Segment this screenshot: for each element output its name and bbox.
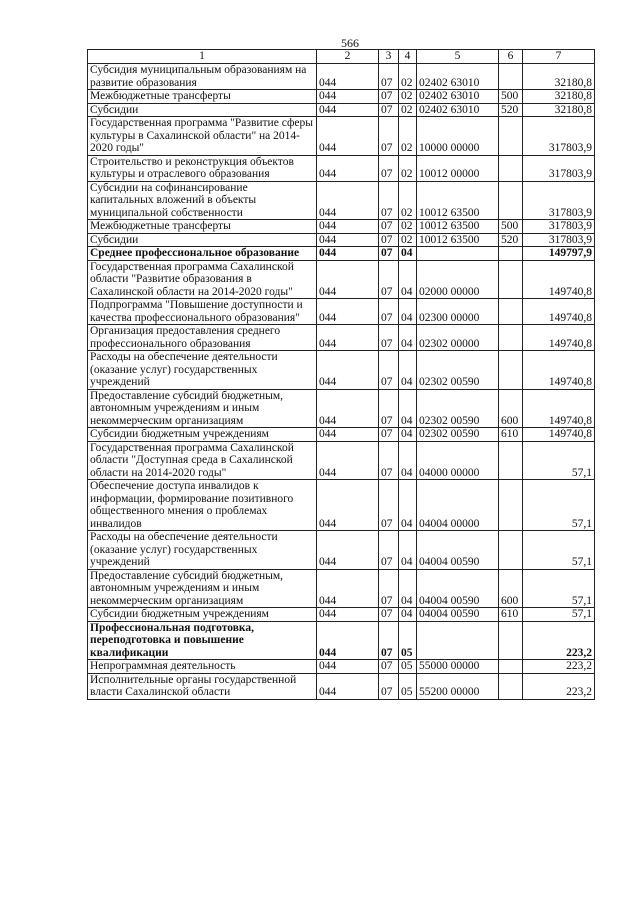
expense-type-cell: 610 xyxy=(499,428,523,442)
table-row xyxy=(88,428,595,442)
table-row xyxy=(88,90,595,104)
section-code-cell: 07 xyxy=(379,233,399,247)
table-row xyxy=(88,233,595,247)
ministry-code-cell: 044 xyxy=(317,155,379,181)
subsection-code-cell: 02 xyxy=(399,103,417,117)
amount-cell: 149740,8 xyxy=(523,428,595,442)
section-code-cell: 07 xyxy=(379,351,399,390)
expense-type-cell xyxy=(499,480,523,531)
amount-cell: 223,2 xyxy=(523,673,595,699)
target-article-cell: 04004 00590 xyxy=(417,531,499,570)
section-code-cell: 07 xyxy=(379,247,399,261)
target-article-cell: 02302 00590 xyxy=(417,428,499,442)
amount-cell: 317803,9 xyxy=(523,220,595,234)
target-article-cell: 02402 63010 xyxy=(417,90,499,104)
subsection-code-cell: 04 xyxy=(399,389,417,428)
amount-cell: 149740,8 xyxy=(523,299,595,325)
row-name-cell: Государственная программа "Развитие сферы культуры в Сахалинской области" на 2014-2020 годы" xyxy=(88,117,317,156)
ministry-code-cell: 044 xyxy=(317,220,379,234)
amount-cell: 149740,8 xyxy=(523,260,595,299)
target-article-cell: 04004 00000 xyxy=(417,480,499,531)
target-article-cell: 02302 00590 xyxy=(417,389,499,428)
subsection-code-cell: 04 xyxy=(399,441,417,480)
ministry-code-cell: 044 xyxy=(317,260,379,299)
subsection-code-cell: 04 xyxy=(399,299,417,325)
row-name-cell: Профессиональная подготовка, переподготовка и повышение квалификации xyxy=(88,621,317,660)
amount-cell: 32180,8 xyxy=(523,64,595,90)
subsection-code-cell: 04 xyxy=(399,531,417,570)
section-code-cell: 07 xyxy=(379,569,399,608)
header-cell: 6 xyxy=(499,50,523,64)
target-article-cell: 10012 63500 xyxy=(417,233,499,247)
subsection-code-cell: 04 xyxy=(399,569,417,608)
section-code-cell: 07 xyxy=(379,673,399,699)
row-name-cell: Субсидии xyxy=(88,233,317,247)
section-code-cell: 07 xyxy=(379,325,399,351)
target-article-cell: 02402 63010 xyxy=(417,103,499,117)
section-code-cell: 07 xyxy=(379,389,399,428)
amount-cell: 317803,9 xyxy=(523,117,595,156)
target-article-cell: 04004 00590 xyxy=(417,569,499,608)
row-name-cell: Субсидия муниципальным образованиям на развитие образования xyxy=(88,64,317,90)
target-article-cell: 10012 00000 xyxy=(417,155,499,181)
amount-cell: 149740,8 xyxy=(523,351,595,390)
table-row xyxy=(88,325,595,351)
ministry-code-cell: 044 xyxy=(317,181,379,220)
table-row xyxy=(88,569,595,608)
amount-cell: 32180,8 xyxy=(523,103,595,117)
table-row xyxy=(88,181,595,220)
row-name-cell: Государственная программа Сахалинской области "Развитие образования в Сахалинской области на 2014-2020 годы" xyxy=(88,260,317,299)
row-name-cell: Субсидии на софинансирование капитальных вложений в объекты муниципальной собственности xyxy=(88,181,317,220)
target-article-cell: 02300 00000 xyxy=(417,299,499,325)
target-article-cell: 10012 63500 xyxy=(417,220,499,234)
table-row xyxy=(88,621,595,660)
ministry-code-cell: 044 xyxy=(317,351,379,390)
expense-type-cell xyxy=(499,325,523,351)
section-code-cell: 07 xyxy=(379,220,399,234)
section-code-cell: 07 xyxy=(379,621,399,660)
section-code-cell: 07 xyxy=(379,299,399,325)
expense-type-cell: 600 xyxy=(499,569,523,608)
header-cell: 4 xyxy=(399,50,417,64)
expense-type-cell: 520 xyxy=(499,103,523,117)
target-article-cell xyxy=(417,621,499,660)
amount-cell: 57,1 xyxy=(523,480,595,531)
row-name-cell: Предоставление субсидий бюджетным, автономным учреждениям и иным некоммерческим организациям xyxy=(88,389,317,428)
header-cell: 2 xyxy=(317,50,379,64)
ministry-code-cell: 044 xyxy=(317,673,379,699)
ministry-code-cell: 044 xyxy=(317,480,379,531)
expense-type-cell xyxy=(499,117,523,156)
row-name-cell: Расходы на обеспечение деятельности (оказание услуг) государственных учреждений xyxy=(88,531,317,570)
table-row xyxy=(88,389,595,428)
table-row xyxy=(88,480,595,531)
amount-cell: 57,1 xyxy=(523,608,595,622)
ministry-code-cell: 044 xyxy=(317,569,379,608)
expense-type-cell: 500 xyxy=(499,90,523,104)
table-row xyxy=(88,64,595,90)
table-row xyxy=(88,247,595,261)
target-article-cell: 02000 00000 xyxy=(417,260,499,299)
row-name-cell: Исполнительные органы государственной власти Сахалинской области xyxy=(88,673,317,699)
ministry-code-cell: 044 xyxy=(317,621,379,660)
amount-cell: 317803,9 xyxy=(523,181,595,220)
target-article-cell: 55000 00000 xyxy=(417,660,499,674)
ministry-code-cell: 044 xyxy=(317,233,379,247)
expense-type-cell xyxy=(499,673,523,699)
ministry-code-cell: 044 xyxy=(317,247,379,261)
subsection-code-cell: 04 xyxy=(399,325,417,351)
section-code-cell: 07 xyxy=(379,260,399,299)
table-row xyxy=(88,660,595,674)
subsection-code-cell: 04 xyxy=(399,608,417,622)
subsection-code-cell: 02 xyxy=(399,220,417,234)
expense-type-cell xyxy=(499,64,523,90)
row-name-cell: Межбюджетные трансферты xyxy=(88,220,317,234)
subsection-code-cell: 02 xyxy=(399,64,417,90)
subsection-code-cell: 04 xyxy=(399,351,417,390)
subsection-code-cell: 05 xyxy=(399,621,417,660)
amount-cell: 223,2 xyxy=(523,621,595,660)
amount-cell: 57,1 xyxy=(523,531,595,570)
expense-type-cell xyxy=(499,660,523,674)
row-name-cell: Государственная программа Сахалинской области "Доступная среда в Сахалинской области на 2014-2020 годы" xyxy=(88,441,317,480)
table-row xyxy=(88,299,595,325)
subsection-code-cell: 02 xyxy=(399,181,417,220)
section-code-cell: 07 xyxy=(379,64,399,90)
section-code-cell: 07 xyxy=(379,531,399,570)
row-name-cell: Расходы на обеспечение деятельности (оказание услуг) государственных учреждений xyxy=(88,351,317,390)
ministry-code-cell: 044 xyxy=(317,90,379,104)
target-article-cell: 10000 00000 xyxy=(417,117,499,156)
row-name-cell: Субсидии бюджетным учреждениям xyxy=(88,608,317,622)
row-name-cell: Непрограммная деятельность xyxy=(88,660,317,674)
section-code-cell: 07 xyxy=(379,608,399,622)
amount-cell: 57,1 xyxy=(523,441,595,480)
target-article-cell: 55200 00000 xyxy=(417,673,499,699)
ministry-code-cell: 044 xyxy=(317,117,379,156)
target-article-cell: 04000 00000 xyxy=(417,441,499,480)
expense-type-cell: 610 xyxy=(499,608,523,622)
amount-cell: 149740,8 xyxy=(523,325,595,351)
expense-type-cell xyxy=(499,260,523,299)
subsection-code-cell: 04 xyxy=(399,247,417,261)
ministry-code-cell: 044 xyxy=(317,325,379,351)
expense-type-cell xyxy=(499,299,523,325)
ministry-code-cell: 044 xyxy=(317,441,379,480)
row-name-cell: Субсидии xyxy=(88,103,317,117)
row-name-cell: Подпрограмма "Повышение доступности и качества профессионального образования" xyxy=(88,299,317,325)
expense-type-cell: 520 xyxy=(499,233,523,247)
expense-type-cell xyxy=(499,181,523,220)
subsection-code-cell: 02 xyxy=(399,90,417,104)
subsection-code-cell: 02 xyxy=(399,117,417,156)
row-name-cell: Строительство и реконструкция объектов культуры и отраслевого образования xyxy=(88,155,317,181)
ministry-code-cell: 044 xyxy=(317,660,379,674)
table-row xyxy=(88,673,595,699)
section-code-cell: 07 xyxy=(379,441,399,480)
table-row xyxy=(88,220,595,234)
table-row xyxy=(88,103,595,117)
amount-cell: 223,2 xyxy=(523,660,595,674)
subsection-code-cell: 02 xyxy=(399,155,417,181)
amount-cell: 149740,8 xyxy=(523,389,595,428)
ministry-code-cell: 044 xyxy=(317,64,379,90)
header-cell: 5 xyxy=(417,50,499,64)
ministry-code-cell: 044 xyxy=(317,389,379,428)
budget-table xyxy=(87,49,595,700)
header-cell: 3 xyxy=(379,50,399,64)
table-row xyxy=(88,351,595,390)
target-article-cell: 02302 00000 xyxy=(417,325,499,351)
subsection-code-cell: 05 xyxy=(399,673,417,699)
section-code-cell: 07 xyxy=(379,117,399,156)
amount-cell: 317803,9 xyxy=(523,155,595,181)
row-name-cell: Обеспечение доступа инвалидов к информации, формирование позитивного общественного мнения о проблемах инвалидов xyxy=(88,480,317,531)
expense-type-cell xyxy=(499,531,523,570)
target-article-cell: 02402 63010 xyxy=(417,64,499,90)
amount-cell: 317803,9 xyxy=(523,233,595,247)
row-name-cell: Предоставление субсидий бюджетным, автономным учреждениям и иным некоммерческим организациям xyxy=(88,569,317,608)
row-name-cell: Организация предоставления среднего профессионального образования xyxy=(88,325,317,351)
ministry-code-cell: 044 xyxy=(317,608,379,622)
target-article-cell: 04004 00590 xyxy=(417,608,499,622)
subsection-code-cell: 04 xyxy=(399,260,417,299)
target-article-cell xyxy=(417,247,499,261)
subsection-code-cell: 04 xyxy=(399,480,417,531)
header-cell: 1 xyxy=(88,50,317,64)
expense-type-cell xyxy=(499,441,523,480)
target-article-cell: 02302 00590 xyxy=(417,351,499,390)
table-row xyxy=(88,531,595,570)
page-number: 566 xyxy=(341,36,359,50)
ministry-code-cell: 044 xyxy=(317,531,379,570)
table-row xyxy=(88,117,595,156)
expense-type-cell xyxy=(499,621,523,660)
row-name-cell: Субсидии бюджетным учреждениям xyxy=(88,428,317,442)
expense-type-cell xyxy=(499,351,523,390)
table-header-row xyxy=(88,50,595,64)
table-row xyxy=(88,441,595,480)
expense-type-cell xyxy=(499,155,523,181)
row-name-cell: Межбюджетные трансферты xyxy=(88,90,317,104)
subsection-code-cell: 04 xyxy=(399,428,417,442)
section-code-cell: 07 xyxy=(379,480,399,531)
ministry-code-cell: 044 xyxy=(317,428,379,442)
amount-cell: 149797,9 xyxy=(523,247,595,261)
section-code-cell: 07 xyxy=(379,103,399,117)
amount-cell: 32180,8 xyxy=(523,90,595,104)
subsection-code-cell: 02 xyxy=(399,233,417,247)
subsection-code-cell: 05 xyxy=(399,660,417,674)
table-row xyxy=(88,155,595,181)
table-row xyxy=(88,608,595,622)
section-code-cell: 07 xyxy=(379,181,399,220)
expense-type-cell: 600 xyxy=(499,389,523,428)
section-code-cell: 07 xyxy=(379,428,399,442)
expense-type-cell xyxy=(499,247,523,261)
table-row xyxy=(88,260,595,299)
target-article-cell: 10012 63500 xyxy=(417,181,499,220)
row-name-cell: Среднее профессиональное образование xyxy=(88,247,317,261)
header-cell: 7 xyxy=(523,50,595,64)
ministry-code-cell: 044 xyxy=(317,103,379,117)
expense-type-cell: 500 xyxy=(499,220,523,234)
ministry-code-cell: 044 xyxy=(317,299,379,325)
amount-cell: 57,1 xyxy=(523,569,595,608)
section-code-cell: 07 xyxy=(379,660,399,674)
section-code-cell: 07 xyxy=(379,90,399,104)
section-code-cell: 07 xyxy=(379,155,399,181)
